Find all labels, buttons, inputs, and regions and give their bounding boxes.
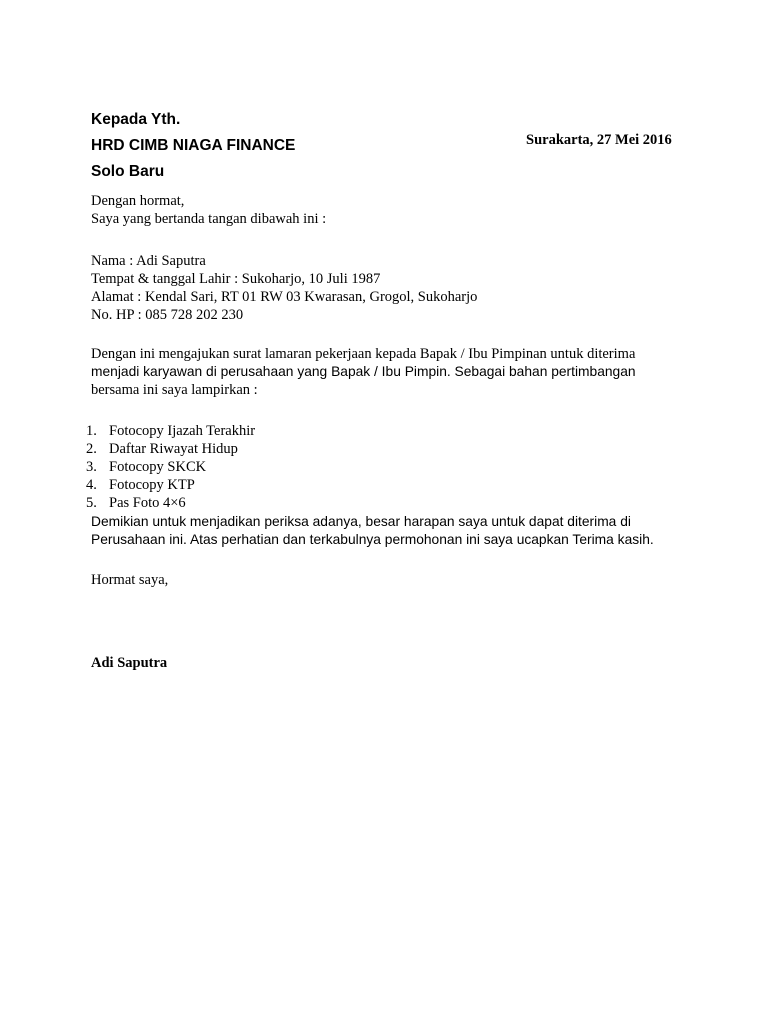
recipient-block [91, 110, 295, 188]
recipient-salutation: Kepada Yth. [91, 111, 181, 128]
list-item [86, 476, 255, 494]
recipient-company: HRD CIMB NIAGA FINANCE [91, 137, 296, 154]
list-item-number: 5. [86, 495, 97, 511]
recipient-location: Solo Baru [91, 163, 165, 180]
greeting-intro: Saya yang bertanda tangan dibawah ini : [91, 211, 327, 227]
list-item-text: Fotocopy KTP [109, 477, 195, 493]
paragraph-line: Dengan ini mengajukan surat lamaran pekerjaan kepada Bapak / Ibu Pimpinan untuk diterima [91, 346, 636, 362]
list-item [86, 458, 255, 476]
list-item [86, 494, 255, 512]
attachment-list [86, 422, 255, 512]
list-item-text: Fotocopy SKCK [109, 459, 207, 475]
list-item-number: 2. [86, 441, 97, 457]
paragraph-line: bersama ini saya lampirkan : [91, 382, 258, 398]
list-item-text: Pas Foto 4×6 [109, 495, 186, 511]
closing-salutation: Hormat saya, [91, 572, 169, 588]
signer-name: Adi Saputra [91, 655, 168, 671]
letter-date: Surakarta, 27 Mei 2016 [526, 132, 672, 148]
list-item-number: 1. [86, 423, 97, 439]
list-item-number: 4. [86, 477, 97, 493]
list-item [86, 422, 255, 440]
paragraph-line: Perusahaan ini. Atas perhatian dan terkabulnya permohonan ini saya ucapkan Terima kasih. [91, 532, 654, 547]
identity-name: Nama : Adi Saputra [91, 253, 206, 269]
identity-block [91, 252, 477, 324]
list-item-number: 3. [86, 459, 97, 475]
greeting-block [91, 192, 326, 228]
identity-address: Alamat : Kendal Sari, RT 01 RW 03 Kwarasan, Grogol, Sukoharjo [91, 289, 478, 305]
paragraph-line: menjadi karyawan di perusahaan yang Bapak / Ibu Pimpin. Sebagai bahan pertimbangan [91, 364, 636, 379]
list-item-text: Daftar Riwayat Hidup [109, 441, 238, 457]
list-item-text: Fotocopy Ijazah Terakhir [109, 423, 256, 439]
closing-paragraph [91, 513, 654, 549]
greeting-salutation: Dengan hormat, [91, 193, 185, 209]
list-item [86, 440, 255, 458]
paragraph-line: Demikian untuk menjadikan periksa adanya, besar harapan saya untuk dapat diterima di [91, 514, 631, 529]
application-paragraph [91, 345, 636, 399]
identity-birth: Tempat & tanggal Lahir : Sukoharjo, 10 Juli 1987 [91, 271, 381, 287]
identity-phone: No. HP : 085 728 202 230 [91, 307, 244, 323]
